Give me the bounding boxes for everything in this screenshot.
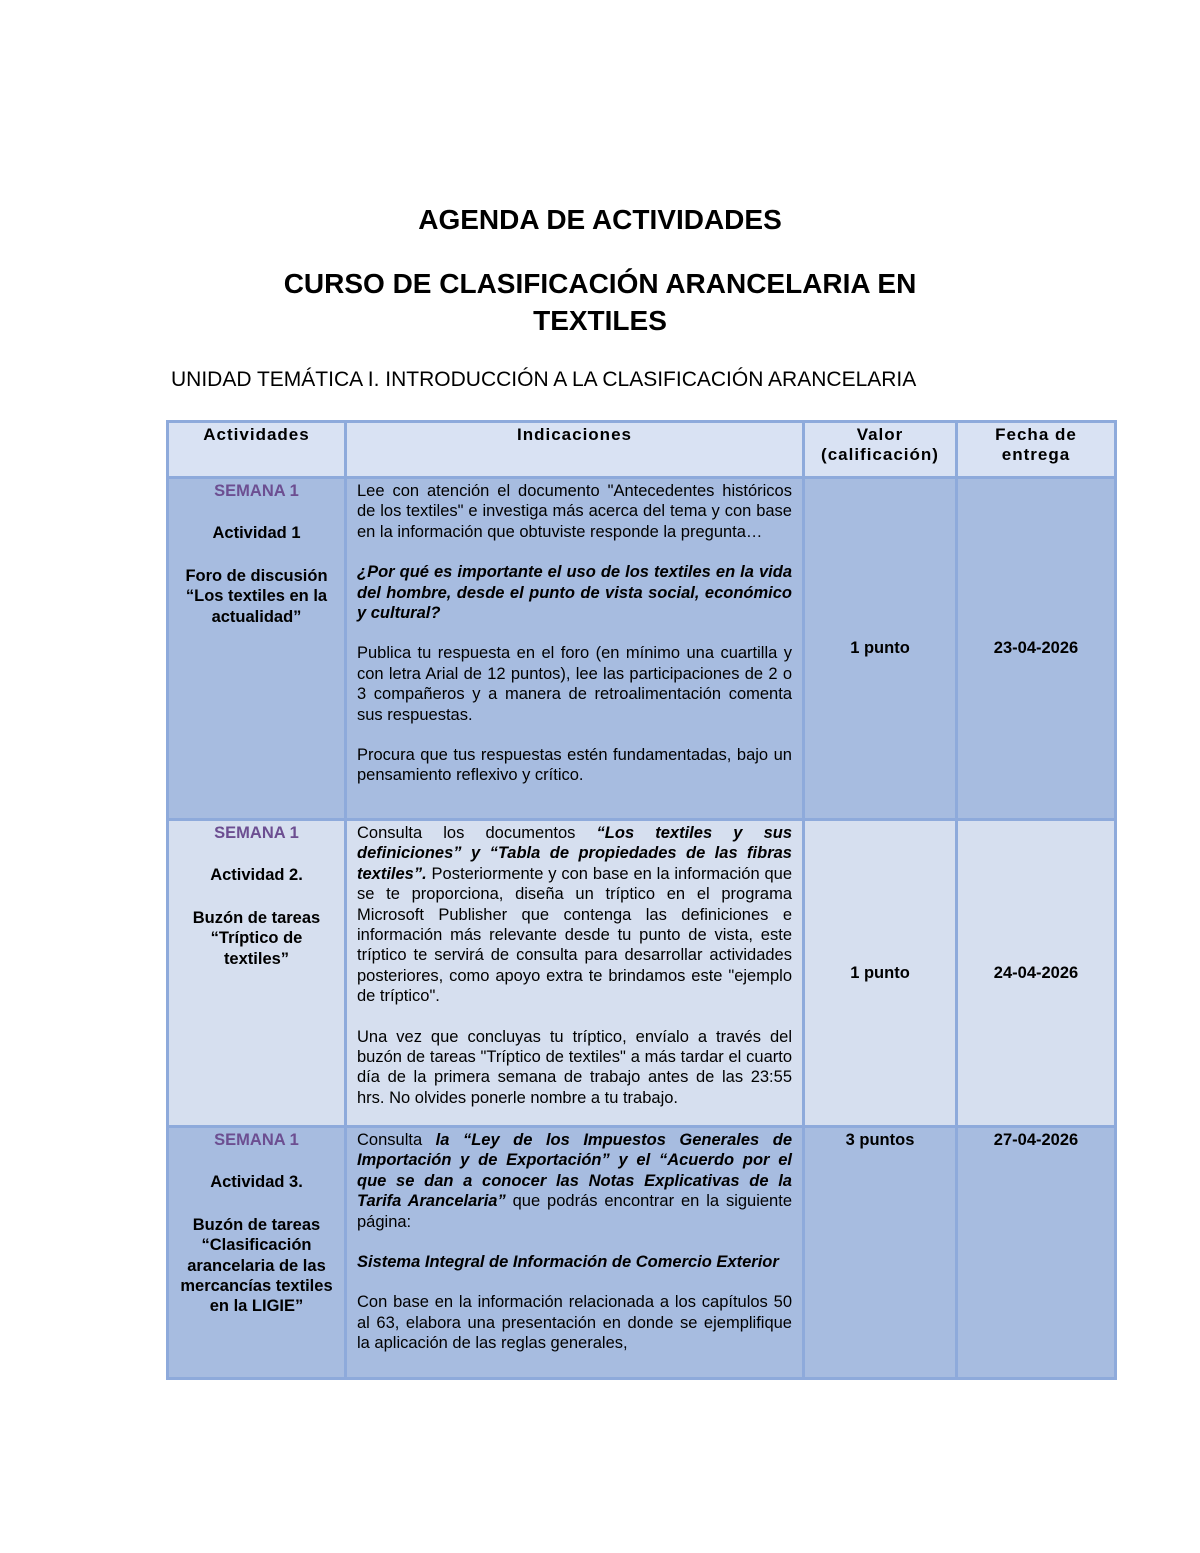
header-instructions: Indicaciones: [346, 422, 804, 478]
activity-number: Actividad 2.: [210, 866, 303, 885]
table-header-row: [168, 422, 1116, 478]
instruction-text: que podrás encontrar en la siguiente página:: [357, 1192, 792, 1231]
activity-type: Buzón de tareas “Tríptico de textiles”: [192, 908, 321, 968]
activity-number: Actividad 1: [212, 524, 301, 543]
instructions-cell: [346, 478, 804, 820]
value-cell: 1 punto: [804, 478, 957, 820]
course-title-line-1: CURSO DE CLASIFICACIÓN ARANCELARIA EN: [283, 268, 917, 299]
due-date-cell: 27-04-2026: [957, 1127, 1116, 1379]
document-title: AGENDA DE ACTIVIDADES: [418, 204, 782, 235]
activity-type: Foro de discusión “Los textiles en la actualidad”: [185, 566, 328, 626]
instruction-paragraph: Una vez que concluyas tu tríptico, envíalo a través del buzón de tareas "Tríptico de textiles" a más tardar el cuarto día de la primera semana de trabajo antes de las 23:55 hrs. No olvides ponerle nombre a tu trabajo.: [357, 1027, 792, 1107]
activity-number: Actividad 3.: [210, 1173, 303, 1192]
week-label: SEMANA 1: [214, 824, 299, 842]
activity-type: Buzón de tareas “Clasificación arancelaria de las mercancías textiles en la LIGIE”: [180, 1215, 333, 1316]
due-date-cell: 23-04-2026: [957, 478, 1116, 820]
table-row: [168, 478, 1116, 820]
header-due-date: Fecha de entrega: [957, 422, 1116, 478]
instructions-cell: [346, 1127, 804, 1379]
instructions-cell: [346, 820, 804, 1127]
instruction-paragraph: [357, 1130, 792, 1232]
week-label: SEMANA 1: [214, 1131, 299, 1149]
document-names: “Los textiles y sus definiciones” y “Tabla de propiedades de las fibras textiles”.: [357, 824, 793, 883]
instruction-paragraph: Procura que tus respuestas estén fundamentadas, bajo un pensamiento reflexivo y crítico.: [357, 746, 792, 785]
instruction-paragraph: Con base en la información relacionada a los capítulos 50 al 63, elabora una presentación en donde se ejemplifique la aplicación de las reglas generales,: [357, 1293, 792, 1353]
unit-heading: UNIDAD TEMÁTICA I. INTRODUCCIÓN A LA CLASIFICACIÓN ARANCELARIA: [171, 368, 917, 391]
table-row: [168, 820, 1116, 1127]
instruction-text: Consulta los documentos: [357, 824, 597, 842]
header-value: Valor (calificación): [804, 422, 957, 478]
header-activities: Actividades: [168, 422, 346, 478]
activities-table: [166, 420, 1117, 1380]
course-title-line-2: TEXTILES: [533, 305, 667, 336]
instruction-paragraph: [357, 823, 792, 1007]
value-cell: 1 punto: [804, 820, 957, 1127]
value-cell: 3 puntos: [804, 1127, 957, 1379]
table-row: [168, 1127, 1116, 1379]
instruction-text: Consulta: [357, 1131, 436, 1149]
due-date-cell: 24-04-2026: [957, 820, 1116, 1127]
website-name: Sistema Integral de Información de Comercio Exterior: [357, 1253, 779, 1272]
question-paragraph: ¿Por qué es importante el uso de los textiles en la vida del hombre, desde el punto de vista social, económico y cultural?: [357, 563, 792, 623]
activity-cell: [168, 478, 346, 820]
instruction-paragraph: Publica tu respuesta en el foro (en mínimo una cuartilla y con letra Arial de 12 puntos), lee las participaciones de 2 o 3 compañeros y a manera de retroalimentación comenta sus respuestas.: [357, 644, 792, 724]
document-names: la “Ley de los Impuestos Generales de Importación y de Exportación” y el “Acuerdo por el que se dan a conocer las Notas Explicativas de la Tarifa Arancelaria”: [357, 1131, 792, 1211]
instruction-text: Posteriormente y con base en la información que se te proporciona, diseña un tríptico en el programa Microsoft Publisher que contenga las definiciones e información más relevante desde tu punto de vista, este tríptico te servirá de consulta para desarrollar actividades posteriores, como apoyo extra te brindamos este "ejemplo de tríptico".: [357, 864, 792, 1006]
activity-cell: [168, 1127, 346, 1379]
activity-cell: [168, 820, 346, 1127]
instruction-paragraph: Lee con atención el documento "Antecedentes históricos de los textiles" e investiga más acerca del tema y con base en la información que obtuviste responde la pregunta…: [357, 482, 792, 541]
week-label: SEMANA 1: [214, 482, 299, 500]
